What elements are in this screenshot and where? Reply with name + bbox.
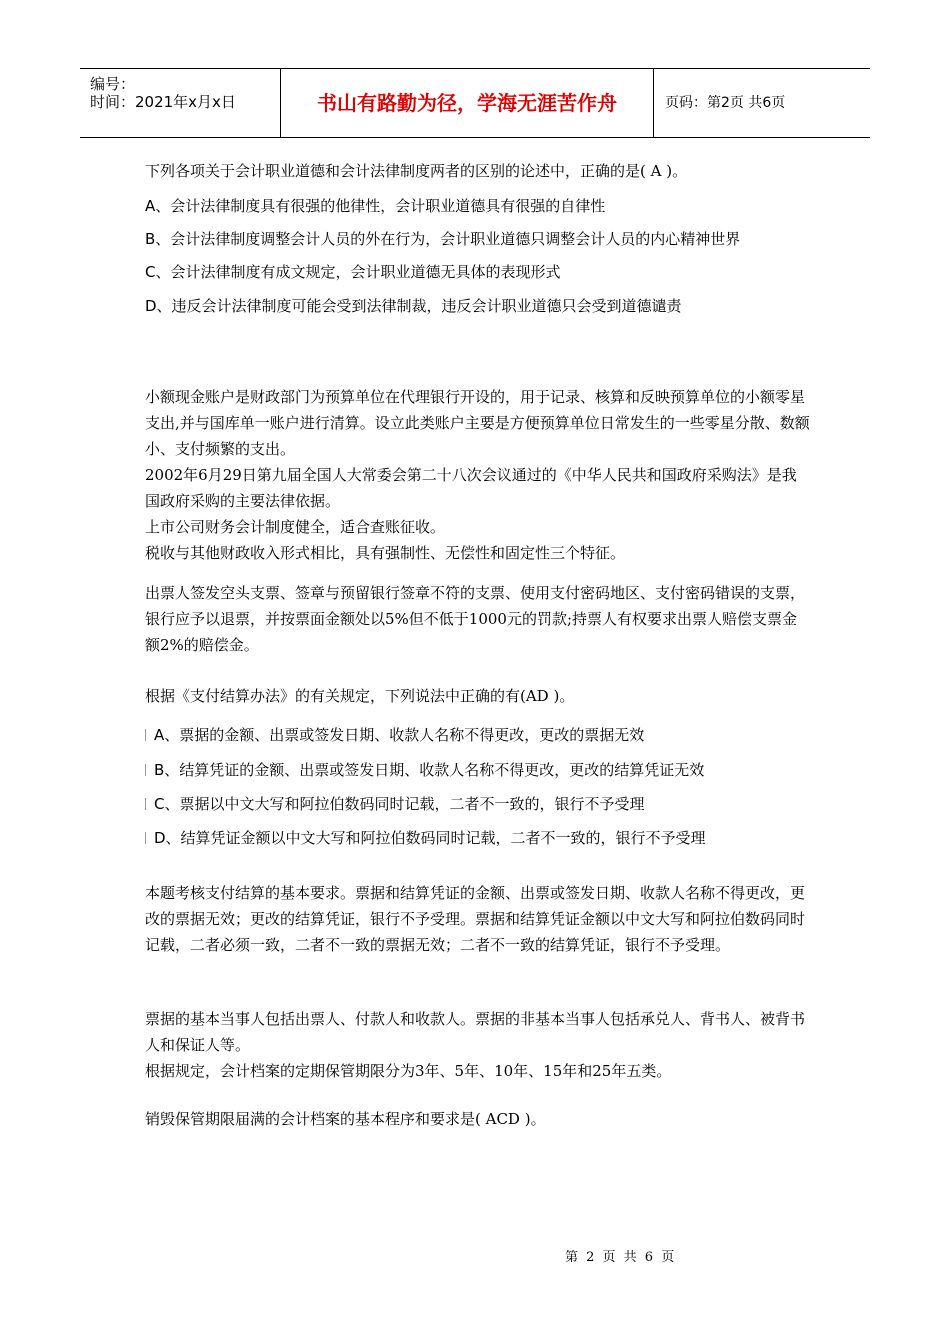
question-text: 销毁保管期限届满的会计档案的基本程序和要求是( ACD )。 bbox=[145, 1110, 546, 1128]
q1-option-a: A、会计法律制度具有很强的他律性，会计职业道德具有很强的自律性 bbox=[145, 197, 606, 215]
header-info-cell bbox=[80, 69, 281, 137]
paragraph-1 bbox=[145, 384, 810, 566]
question-1 bbox=[145, 158, 810, 184]
q2-option-d bbox=[145, 827, 706, 848]
page-label: 页码：第2页 共6页 bbox=[665, 95, 786, 111]
q2-option-c bbox=[145, 793, 644, 814]
paragraph-line: 出票人签发空头支票、签章与预留银行签章不符的支票、使用支付密码地区、支付密码错误的支票，银行应予以退票，并按票面金额处以5%但不低于1000元的罚款;持票人有权要求出票人赔偿支票金额2%的赔偿金。 bbox=[145, 584, 806, 654]
checkbox-mark-icon bbox=[145, 832, 152, 844]
paragraph-line: 上市公司财务会计制度健全，适合查账征收。 bbox=[145, 518, 446, 536]
paragraph-line: 票据的基本当事人包括出票人、付款人和收款人。票据的非基本当事人包括承兑人、背书人、被背书人和保证人等。 bbox=[145, 1010, 806, 1054]
question-3 bbox=[145, 1106, 810, 1132]
paragraph-4 bbox=[145, 1006, 810, 1084]
q1-option-b: B、会计法律制度调整会计人员的外在行为，会计职业道德只调整会计人员的内心精神世界 bbox=[145, 230, 741, 248]
page-footer: 第 2 页 共 6 页 bbox=[565, 1250, 677, 1265]
date-label: 时间：2021年x月x日 bbox=[90, 93, 236, 111]
option-text: B、结算凭证的金额、出票或签发日期、收款人名称不得更改，更改的结算凭证无效 bbox=[154, 761, 705, 779]
paragraph-3 bbox=[145, 880, 810, 958]
paragraph-line: 根据规定，会计档案的定期保管期限分为3年、5年、10年、15年和25年五类。 bbox=[145, 1062, 672, 1080]
paragraph-line: 2002年6月29日第九届全国人大常委会第二十八次会议通过的《中华人民共和国政府采购法》是我国政府采购的主要法律依据。 bbox=[145, 466, 797, 510]
number-label: 编号： bbox=[90, 75, 136, 93]
option-text: C、票据以中文大写和阿拉伯数码同时记载，二者不一致的，银行不予受理 bbox=[154, 795, 645, 813]
question-2 bbox=[145, 683, 810, 709]
checkbox-mark-icon bbox=[145, 764, 152, 776]
option-text: A、票据的金额、出票或签发日期、收款人名称不得更改，更改的票据无效 bbox=[154, 726, 645, 744]
paragraph-line: 本题考核支付结算的基本要求。票据和结算凭证的金额、出票或签发日期、收款人名称不得更改，更改的票据无效；更改的结算凭证，银行不予受理。票据和结算凭证金额以中文大写和阿拉伯数码同时记载，二者必须一致，二者不一致的票据无效；二者不一致的结算凭证，银行不予受理。 bbox=[145, 884, 806, 954]
q2-option-b bbox=[145, 759, 704, 780]
paragraph-line: 小额现金账户是财政部门为预算单位在代理银行开设的，用于记录、核算和反映预算单位的小额零星支出,并与国库单一账户进行清算。设立此类账户主要是方便预算单位日常发生的一些零星分散、数额小、支付频繁的支出。 bbox=[145, 388, 810, 458]
checkbox-mark-icon bbox=[145, 729, 152, 741]
paragraph-2 bbox=[145, 580, 810, 658]
paragraph-line: 税收与其他财政收入形式相比，具有强制性、无偿性和固定性三个特征。 bbox=[145, 544, 626, 562]
question-text: 根据《支付结算办法》的有关规定，下列说法中正确的有(AD )。 bbox=[145, 687, 575, 705]
checkbox-mark-icon bbox=[145, 798, 152, 810]
header-table bbox=[80, 68, 870, 138]
question-text: 下列各项关于会计职业道德和会计法律制度两者的区别的论述中，正确的是( A )。 bbox=[145, 162, 688, 180]
motto: 书山有路勤为径，学海无涯苦作舟 bbox=[281, 69, 654, 137]
q1-option-d: D、违反会计法律制度可能会受到法律制裁，违反会计职业道德只会受到道德谴责 bbox=[145, 297, 682, 315]
option-text: D、结算凭证金额以中文大写和阿拉伯数码同时记载，二者不一致的，银行不予受理 bbox=[154, 829, 706, 847]
q2-option-a bbox=[145, 724, 644, 745]
q1-option-c: C、会计法律制度有成文规定，会计职业道德无具体的表现形式 bbox=[145, 263, 561, 281]
